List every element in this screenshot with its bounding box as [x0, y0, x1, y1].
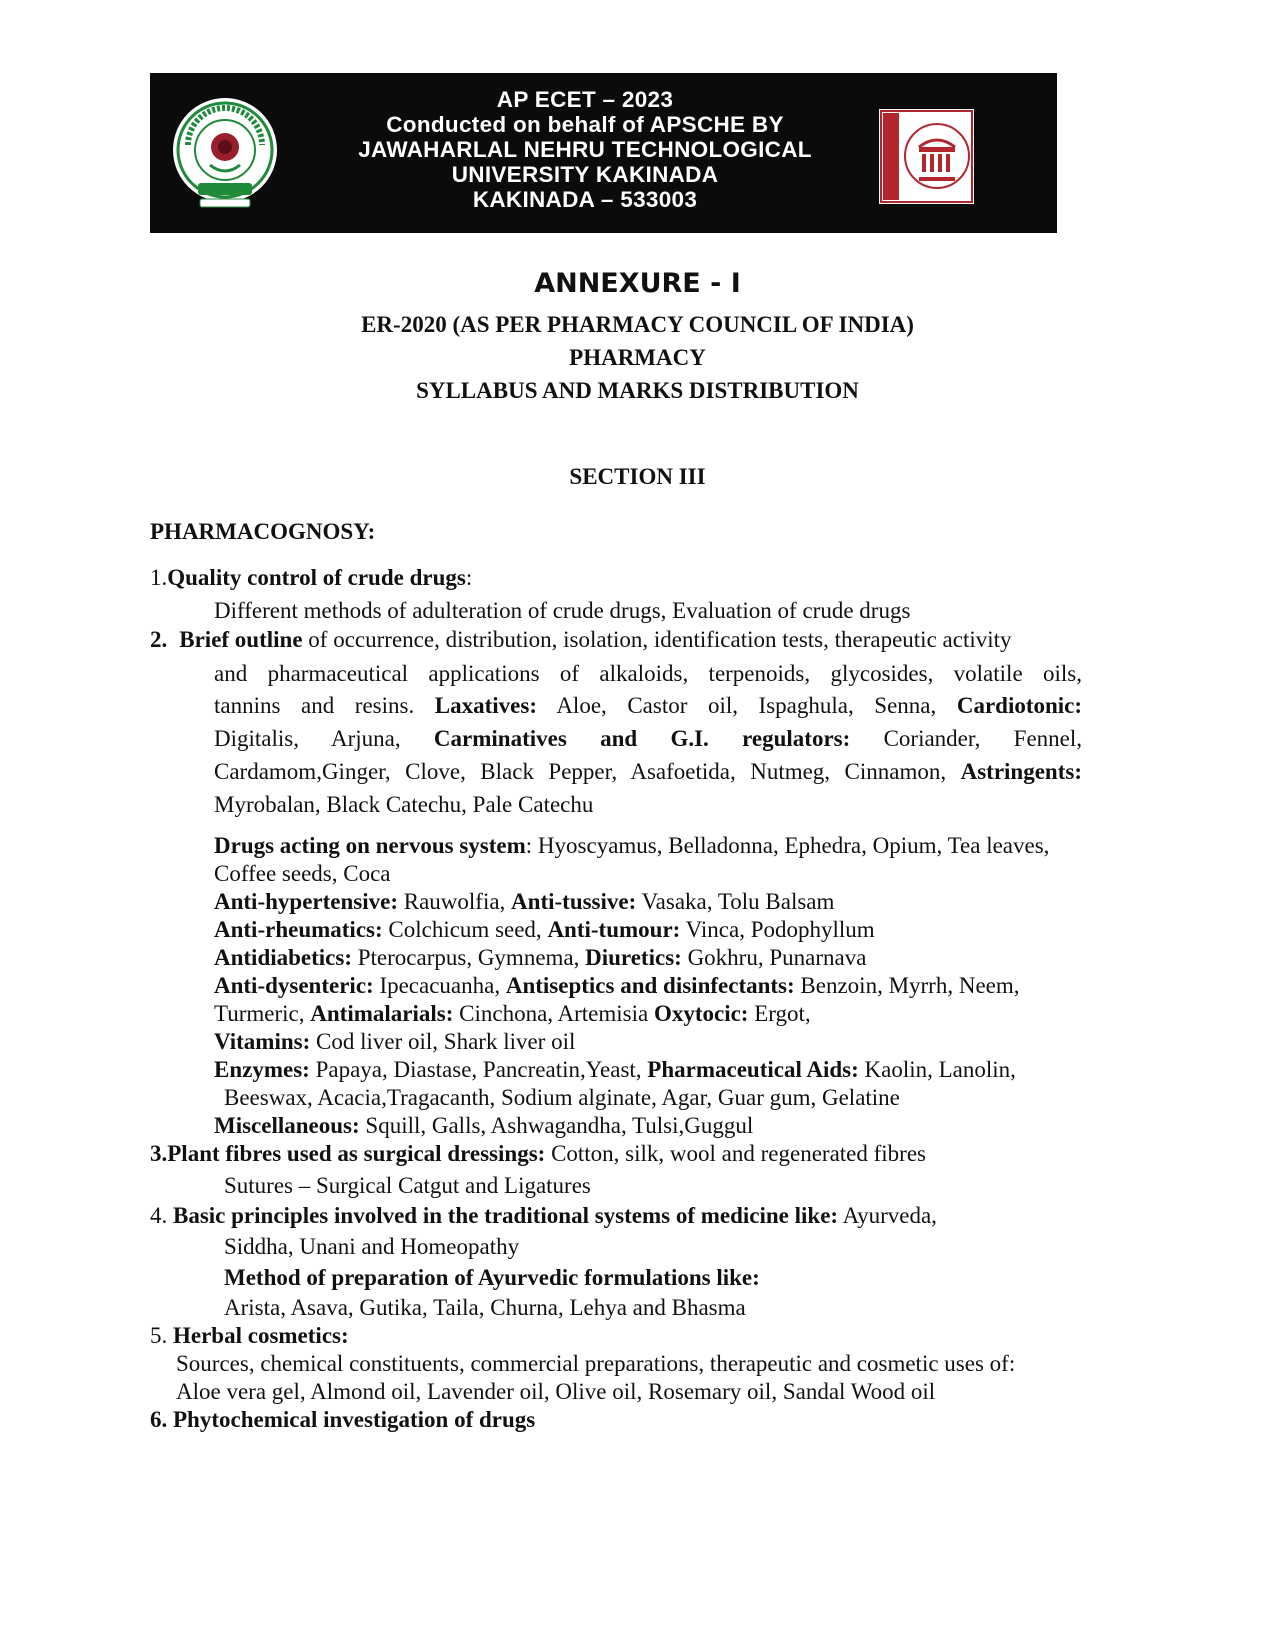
category-label: Antiseptics and disinfectants:	[505, 973, 795, 998]
item-text: Gokhru, Punarnava	[681, 945, 867, 970]
antihypertensive-line	[214, 888, 834, 916]
antirheumatics-line	[214, 916, 875, 944]
subject-heading: PHARMACOGNOSY:	[150, 519, 376, 544]
category-label: Enzymes:	[214, 1057, 310, 1082]
item-2-line-4	[214, 725, 1082, 753]
nervous-system-line	[214, 832, 1049, 860]
syllabus-heading: SYLLABUS AND MARKS DISTRIBUTION	[416, 378, 859, 403]
apsche-logo	[879, 109, 974, 204]
category-label: Anti-tussive:	[511, 889, 637, 914]
category-label: Antidiabetics:	[214, 945, 352, 970]
vitamins-line	[214, 1028, 575, 1056]
item-number: 1.	[150, 565, 168, 590]
category-label: Pharmaceutical Aids:	[647, 1057, 859, 1082]
item-5-text-2: Aloe vera gel, Almond oil, Lavender oil, Olive oil, Rosemary oil, Sandal Wood oil	[176, 1379, 936, 1404]
item-text: Ayurveda,	[838, 1203, 937, 1228]
item-title: Quality control of crude drugs	[167, 565, 466, 590]
item-text: Aloe, Castor oil, Ispaghula, Senna,	[556, 693, 937, 718]
item-colon: :	[465, 565, 473, 590]
item-title: Herbal cosmetics:	[173, 1323, 349, 1348]
item-text: Vasaka, Tolu Balsam	[636, 889, 835, 914]
item-4-subheading	[224, 1264, 760, 1292]
item-2-line-1	[150, 626, 1012, 654]
banner-title	[280, 87, 890, 212]
branch-heading: PHARMACY	[569, 345, 706, 370]
item-text: Cod liver oil, Shark liver oil	[310, 1029, 576, 1054]
item-text: Colchicum seed,	[382, 917, 548, 942]
item-title: 3.Plant fibres used as surgical dressings:	[150, 1141, 546, 1166]
nervous-system-line-2: Coffee seeds, Coca	[214, 861, 391, 886]
section-heading: SECTION III	[569, 464, 706, 489]
item-1-heading	[150, 564, 472, 592]
regulation-heading: ER-2020 (AS PER PHARMACY COUNCIL OF INDIA)	[361, 312, 914, 337]
item-text: Papaya, Diastase, Pancreatin,Yeast,	[309, 1057, 648, 1082]
category-label: Anti-dysenteric:	[214, 973, 374, 998]
banner-line: AP ECET – 2023	[496, 87, 674, 112]
antidiabetics-line	[214, 944, 866, 972]
category-label: Vitamins:	[214, 1029, 311, 1054]
item-text: : Hyoscyamus, Belladonna, Ephedra, Opium, Tea leaves,	[525, 833, 1050, 858]
item-text: Coriander, Fennel,	[883, 726, 1083, 751]
category-label: Laxatives:	[434, 693, 537, 718]
item-title: Method of preparation of Ayurvedic formulations like:	[224, 1265, 760, 1290]
category-label: Antimalarials:	[310, 1001, 454, 1026]
item-text: tannins and resins.	[214, 693, 415, 718]
category-label: Oxytocic:	[653, 1001, 749, 1026]
category-label: Astringents:	[960, 759, 1082, 784]
item-4-heading	[150, 1202, 937, 1230]
item-text: Ergot,	[748, 1001, 811, 1026]
banner-line: JAWAHARLAL NEHRU TECHNOLOGICAL	[358, 137, 812, 162]
item-2-line-2: and pharmaceutical applications of alkaloids, terpenoids, glycosides, volatile oils,	[214, 661, 1082, 686]
antidysenteric-line	[214, 972, 1020, 1000]
item-number: 2.	[150, 627, 168, 652]
enzymes-line	[214, 1056, 1016, 1084]
item-text: Digitalis, Arjuna,	[214, 726, 401, 751]
banner-line: UNIVERSITY KAKINADA	[451, 162, 719, 187]
category-label: Anti-rheumatics:	[214, 917, 383, 942]
item-6-heading	[150, 1406, 535, 1434]
item-2-line-5	[214, 758, 1082, 786]
item-4-subtext: Arista, Asava, Gutika, Taila, Churna, Lehya and Bhasma	[224, 1295, 746, 1320]
item-2-line-3	[214, 692, 1082, 720]
item-text: Squill, Galls, Ashwagandha, Tulsi,Guggul	[359, 1113, 754, 1138]
item-4-text: Siddha, Unani and Homeopathy	[224, 1234, 520, 1259]
header-banner	[150, 73, 1057, 233]
banner-line: KAKINADA – 533003	[472, 187, 698, 212]
item-text: Rauwolfia,	[397, 889, 512, 914]
category-label: Cardiotonic:	[956, 693, 1083, 718]
miscellaneous-line	[214, 1112, 753, 1140]
item-text: Cinchona, Artemisia	[453, 1001, 654, 1026]
category-label: Miscellaneous:	[214, 1113, 360, 1138]
category-label: Anti-tumour:	[547, 917, 681, 942]
category-label: Drugs acting on nervous system	[214, 833, 526, 858]
antimalarials-line	[214, 1000, 811, 1028]
category-label: Diuretics:	[585, 945, 682, 970]
item-text: Kaolin, Lanolin,	[858, 1057, 1016, 1082]
item-text: Cardamom,Ginger, Clove, Black Pepper, Asafoetida, Nutmeg, Cinnamon,	[214, 759, 947, 784]
item-number: 4.	[150, 1203, 173, 1228]
item-3-text: Sutures – Surgical Catgut and Ligatures	[224, 1173, 591, 1198]
item-title: Basic principles involved in the traditional systems of medicine like:	[173, 1203, 839, 1228]
item-text: Benzoin, Myrrh, Neem,	[794, 973, 1020, 998]
item-text: of occurrence, distribution, isolation, identification tests, therapeutic activity	[302, 627, 1012, 652]
item-number: 5.	[150, 1323, 173, 1348]
item-5-heading	[150, 1322, 349, 1350]
item-3-heading	[150, 1140, 926, 1168]
category-label: Carminatives and G.I. regulators:	[433, 726, 851, 751]
item-1-text: Different methods of adulteration of crude drugs, Evaluation of crude drugs	[214, 598, 911, 623]
banner-line: Conducted on behalf of APSCHE BY	[386, 112, 784, 137]
item-text: Pterocarpus, Gymnema,	[352, 945, 586, 970]
jntuk-logo	[170, 95, 280, 213]
item-text: Ipecacuanha,	[373, 973, 506, 998]
item-title: Brief outline	[179, 627, 303, 652]
category-label: Anti-hypertensive:	[214, 889, 398, 914]
item-title: 6. Phytochemical investigation of drugs	[150, 1407, 536, 1432]
item-5-text: Sources, chemical constituents, commercial preparations, therapeutic and cosmetic uses of:	[176, 1351, 1016, 1376]
item-text: Vinca, Podophyllum	[680, 917, 875, 942]
item-2-line-6: Myrobalan, Black Catechu, Pale Catechu	[214, 792, 594, 817]
pharmaceutical-aids-line-2: Beeswax, Acacia,Tragacanth, Sodium alginate, Agar, Guar gum, Gelatine	[224, 1085, 900, 1110]
item-text: Cotton, silk, wool and regenerated fibres	[545, 1141, 926, 1166]
annexure-title: ANNEXURE - I	[534, 268, 741, 299]
item-text: Turmeric,	[214, 1001, 311, 1026]
